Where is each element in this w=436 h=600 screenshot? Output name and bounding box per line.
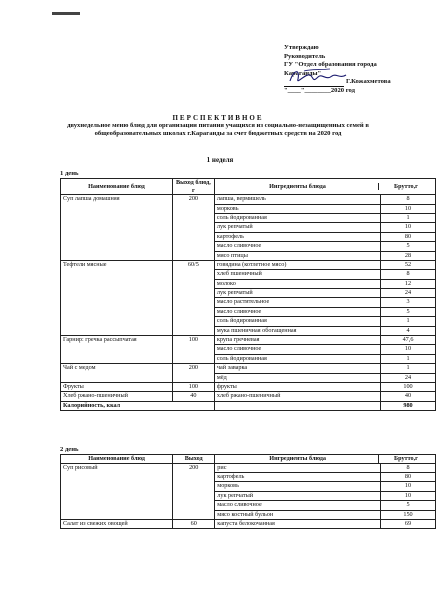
ingredient-gross: 1	[406, 364, 410, 372]
dish-output: 60	[173, 519, 215, 528]
dish-name: Гарнир: гречка рассыпчатая	[61, 336, 173, 364]
ingredient-row	[215, 511, 435, 519]
header-dish: Наименование блюд	[61, 179, 173, 195]
dish-output: 200	[172, 364, 214, 383]
ingredient-gross: 5	[406, 307, 410, 315]
ingredient-name: морковь	[215, 482, 381, 490]
day1-menu-table	[60, 178, 436, 411]
ingredient-row	[215, 374, 435, 382]
ingredient-gross: 40	[404, 392, 412, 400]
approval-line: ГУ "Отдел образования города	[284, 61, 377, 69]
ingredient-row	[215, 355, 435, 363]
dish-name: Суп лапша домашняя	[61, 195, 173, 261]
dish-output: 100	[172, 383, 214, 392]
dish-name: Тефтели мясные	[61, 260, 173, 335]
ingredient-list	[214, 260, 435, 335]
table-header-row	[61, 455, 436, 464]
ingredient-gross: 80	[404, 232, 412, 240]
ingredient-gross: 1	[406, 213, 410, 221]
ingredient-name: соль йодированная	[215, 317, 381, 325]
ingredient-gross: 80	[404, 472, 412, 480]
ingredient-name: масло растительное	[215, 298, 381, 306]
ingredient-gross: 10	[404, 204, 412, 212]
ingredient-name: соль йодированная	[215, 355, 381, 363]
ingredient-list	[214, 392, 435, 401]
ingredient-list	[214, 383, 435, 392]
ingredient-gross: 24	[404, 289, 412, 297]
ingredient-gross: 24	[404, 373, 412, 381]
total-value: 980	[403, 401, 413, 409]
ingredient-name: мёд	[215, 374, 381, 382]
ingredient-gross: 8	[406, 195, 410, 203]
ingredient-list	[214, 364, 435, 383]
week-label: 1 неделя	[206, 156, 234, 164]
ingredient-row	[215, 233, 435, 242]
ingredient-name: чай заварка	[215, 364, 381, 372]
approval-block	[284, 44, 424, 96]
dish-name: Чай с медом	[61, 364, 173, 383]
dish-name: Суп рисовый	[61, 463, 173, 519]
dish-output: 40	[172, 392, 214, 401]
ingredient-row	[215, 364, 435, 373]
dish-name: Салат из свежих овощей	[61, 519, 173, 528]
ingredient-gross: 8	[406, 270, 410, 278]
scan-artifact	[52, 12, 80, 15]
ingredient-row	[215, 492, 435, 501]
ingredient-name: масло сливочное	[215, 345, 381, 353]
approval-line: Руководитель	[284, 52, 326, 60]
ingredient-gross: 47,6	[402, 336, 414, 344]
table-row	[61, 519, 436, 528]
header-output: Выход	[173, 455, 215, 464]
dish-output: 200	[172, 195, 214, 261]
ingredient-gross: 3	[406, 298, 410, 306]
total-cell	[214, 401, 435, 410]
header-dish: Наименование блюд	[61, 455, 173, 464]
ingredient-name: фрукты	[215, 383, 381, 391]
ingredient-row	[215, 473, 435, 482]
table-row	[61, 260, 436, 335]
approval-line: Утверждаю	[284, 44, 319, 51]
signer-name: Г.Кожахметова	[346, 78, 391, 86]
ingredient-name: лук репчатый	[215, 492, 381, 500]
ingredient-gross: 150	[403, 510, 413, 518]
ingredient-row	[215, 205, 435, 214]
ingredient-name: морковь	[215, 205, 381, 213]
ingredient-row	[215, 336, 435, 345]
ingredient-row	[215, 392, 435, 400]
approval-date: "____"________2020 год	[284, 86, 355, 94]
ingredient-gross: 5	[406, 242, 410, 250]
ingredient-list	[214, 195, 435, 261]
dish-name: Хлеб ржано-пшеничный	[61, 392, 173, 401]
ingredient-list	[215, 519, 436, 528]
ingredient-row	[215, 289, 435, 298]
ingredient-gross: 10	[404, 482, 412, 490]
total-row	[61, 401, 436, 410]
ingredient-row	[215, 214, 435, 223]
ingredient-gross: 5	[406, 501, 410, 509]
ingredient-gross: 10	[404, 345, 412, 353]
ingredient-gross: 52	[404, 260, 412, 268]
ingredient-name: соль йодированная	[215, 214, 381, 222]
ingredient-row	[215, 327, 435, 335]
ingredient-gross: 69	[404, 519, 412, 527]
header-ingredients-label: Ингредиенты блюда	[269, 182, 326, 190]
ingredient-name: масло сливочное	[215, 308, 381, 316]
ingredient-row	[215, 501, 435, 510]
signature-line	[284, 79, 344, 87]
handwritten-signature	[286, 67, 350, 87]
table-row	[61, 195, 436, 261]
ingredient-gross: 8	[406, 463, 410, 471]
table-row	[61, 383, 436, 392]
dish-output: 200	[173, 463, 215, 519]
approval-line: Караганды"	[284, 69, 322, 77]
header-output: Выход блюд, г	[172, 179, 214, 195]
ingredient-row	[215, 242, 435, 251]
table-header-row	[61, 179, 436, 195]
ingredient-row	[215, 308, 435, 317]
header-ingredients	[214, 179, 435, 195]
ingredient-name: хлеб пшеничный	[215, 270, 381, 278]
ingredient-name: крупа гречневая	[215, 336, 381, 344]
ingredient-row	[215, 464, 435, 473]
title-text: двухнедельное меню блюд для организации питания учащихся из социально-незащищенных семей в общеобразовательных школах г.Караганды за счет бюджетных средств на 2020 год	[67, 122, 369, 138]
ingredient-name: картофель	[215, 233, 381, 241]
title-main: ПЕРСПЕКТИВНОЕ	[172, 114, 264, 122]
ingredient-name: картофель	[215, 473, 381, 481]
total-label: Калорийность, ккал	[61, 401, 215, 410]
ingredient-gross: 4	[406, 326, 410, 334]
ingredient-gross: 10	[404, 223, 412, 231]
table-row	[61, 364, 436, 383]
ingredient-name: капуста белокочанная	[215, 520, 381, 528]
ingredient-name: молоко	[215, 280, 381, 288]
ingredient-gross: 100	[403, 383, 413, 390]
ingredient-name: мясо костный бульон	[215, 511, 381, 519]
header-ingredients	[215, 455, 436, 464]
header-ingredients-label: Ингредиенты блюда	[269, 455, 327, 462]
dish-output: 100	[172, 336, 214, 364]
table-row	[61, 336, 436, 364]
ingredient-name: масло сливочное	[215, 501, 381, 509]
ingredient-gross: 10	[404, 491, 412, 499]
ingredient-name: хлеб ржано-пшеничный	[215, 392, 381, 400]
ingredient-gross: 28	[404, 251, 412, 259]
ingredient-list	[215, 463, 436, 519]
day1-label: 1 день	[60, 170, 79, 177]
header-gross: Брутто,г	[378, 455, 433, 463]
document-title	[40, 114, 396, 139]
header-gross: Брутто,г	[378, 183, 433, 191]
ingredient-list	[214, 336, 435, 364]
ingredient-row	[215, 270, 435, 279]
ingredient-row	[215, 195, 435, 204]
ingredient-row	[215, 317, 435, 326]
ingredient-row	[215, 223, 435, 232]
ingredient-name: лук репчатый	[215, 289, 381, 297]
ingredient-row	[215, 252, 435, 260]
table-row	[61, 463, 436, 519]
dish-output: 60/5	[172, 260, 214, 335]
ingredient-name: лук репчатый	[215, 223, 381, 231]
ingredient-name: лапша, вермишель	[215, 195, 381, 203]
ingredient-row	[215, 520, 435, 528]
table-row	[61, 392, 436, 401]
ingredient-row	[215, 280, 435, 289]
signature-row	[284, 78, 424, 87]
ingredient-name: мука пшеничная обогащенная	[215, 327, 381, 335]
day2-menu-table	[60, 454, 436, 529]
total-spacer	[215, 402, 381, 410]
ingredient-name: говядина (котлетное мясо)	[215, 261, 381, 269]
day2-label: 2 день	[60, 446, 79, 453]
dish-name: Фрукты	[61, 383, 173, 392]
ingredient-row	[215, 261, 435, 270]
ingredient-row	[215, 298, 435, 307]
ingredient-gross: 1	[406, 317, 410, 325]
ingredient-row	[215, 345, 435, 354]
ingredient-name: масло сливочное	[215, 242, 381, 250]
ingredient-gross: 12	[404, 279, 412, 287]
ingredient-name: рис	[215, 464, 381, 472]
ingredient-row	[215, 383, 435, 391]
ingredient-name: мясо птицы	[215, 252, 381, 260]
ingredient-gross: 1	[406, 354, 410, 362]
ingredient-row	[215, 482, 435, 491]
